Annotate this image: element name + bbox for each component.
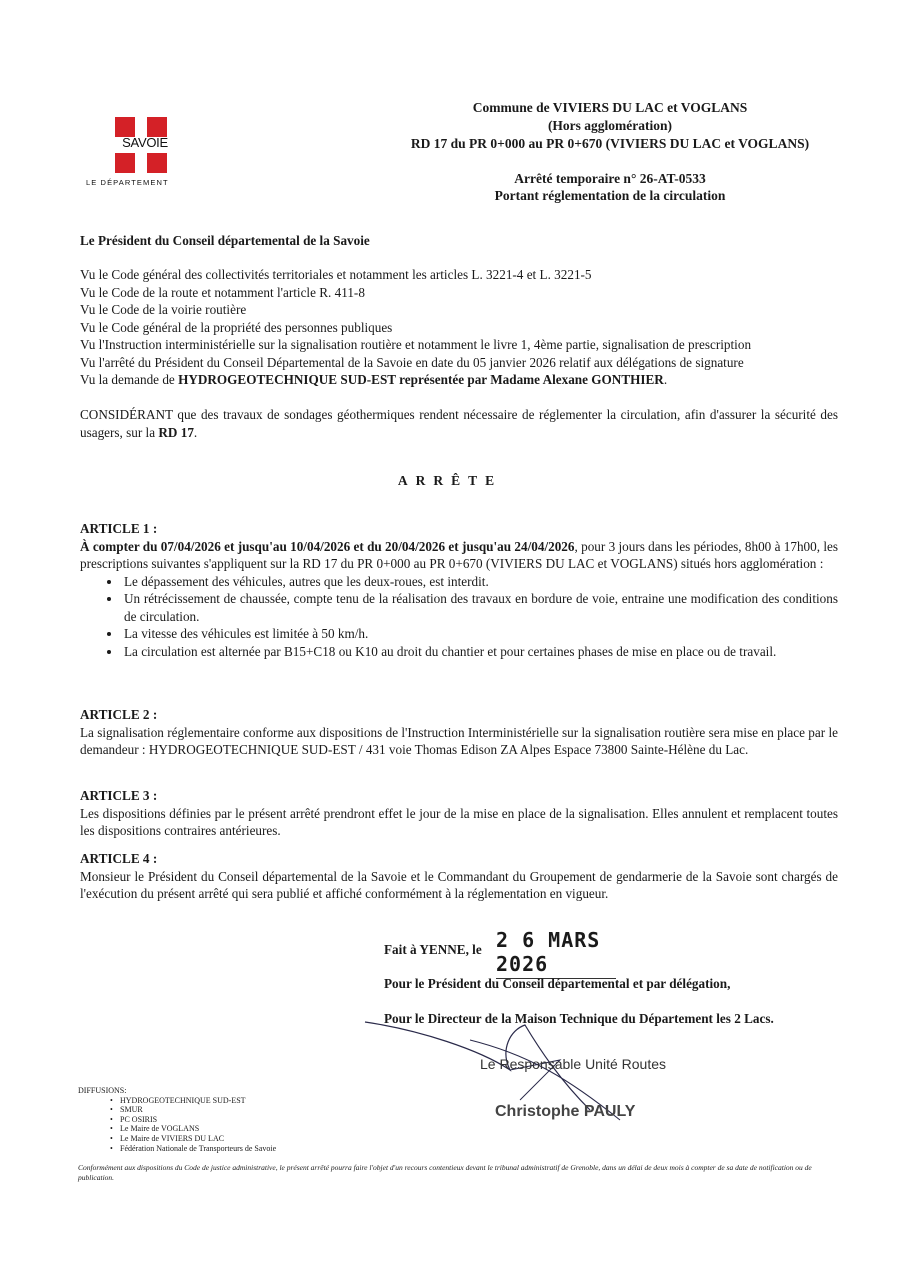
article-4-title: ARTICLE 4 :: [80, 851, 158, 866]
header-subject: Portant réglementation de la circulation: [494, 188, 726, 203]
article-3-text: Les dispositions définies par le présent arrêté prendront effet le jour de la mise en place de la signalisation. Elles annulent et remplacent toutes les dispositions contraires antérieures.: [80, 805, 838, 838]
signatory-name: Christophe PAULY: [495, 1103, 636, 1120]
diffusions-list: [78, 1096, 276, 1154]
article-2: [80, 706, 838, 759]
logo-subtitle: LE DÉPARTEMENT: [86, 178, 169, 187]
logo-square-br: [147, 153, 167, 173]
article-4-text: Monsieur le Président du Conseil départemental de la Savoie et le Commandant du Groupement de gendarmerie de la Savoie sont chargés de l'exécution du présent arrêté qui sera publié et affiché conformément à la réglementation en vigueur.: [80, 868, 838, 901]
article-1-text: À compter du 07/04/2026 et jusqu'au 10/04/2026 et du 20/04/2026 et jusqu'au 24/04/2026, pour 3 jours dans les périodes, 8h00 à 17h00, les prescriptions suivantes s'appliquent sur la RD 17 du PR 0+000 au PR 0+670 (VIVIERS DU LAC et VOGLANS) situés hors agglomération :: [80, 538, 838, 571]
logo-square-tl: [115, 117, 135, 137]
logo-square-bl: [115, 153, 135, 173]
list-item: • SMUR: [120, 1105, 276, 1115]
vu-line: Vu le Code de la voirie routière: [80, 302, 247, 317]
header-arrete-number: Arrêté temporaire n° 26-AT-0533: [514, 171, 706, 186]
vu-line: Vu l'Instruction interministérielle sur la signalisation routière et notamment le livre 1, 4ème partie, signalisation de prescription: [80, 337, 752, 352]
list-item: • PC OSIRIS: [120, 1115, 276, 1125]
vu-line: Vu l'arrêté du Président du Conseil Départemental de la Savoie en date du 05 janvier 2026 relatif aux délégations de signature: [80, 354, 744, 370]
pour-directeur: Pour le Directeur de la Maison Technique du Département les 2 Lacs.: [384, 1011, 774, 1026]
header-route: RD 17 du PR 0+000 au PR 0+670 (VIVIERS DU LAC et VOGLANS): [410, 136, 810, 151]
vu-line: Vu le Code général des collectivités territoriales et notamment les articles L. 3221-4 et L. 3221-5: [80, 267, 592, 282]
article-2-text: La signalisation réglementaire conforme aux dispositions de l'Instruction Interministérielle sur la signalisation routière sera mise en place par le demandeur : HYDROGEOTECHNIQUE SUD-EST / 431 voie Thomas Edison ZA Alpes Espace 73800 Sainte-Hélène du Lac.: [80, 724, 838, 757]
signatory-role: Le Responsable Unité Routes: [480, 1056, 667, 1072]
article-3-title: ARTICLE 3 :: [80, 788, 158, 803]
list-item: • Le Maire de VIVIERS DU LAC: [120, 1134, 276, 1144]
pour-president: Pour le Président du Conseil départemental et par délégation,: [384, 976, 731, 991]
vu-line: Vu le Code général de la propriété des personnes publiques: [80, 319, 393, 335]
diffusions: [78, 1086, 276, 1153]
logo-square-tr: [147, 117, 167, 137]
arrete-title: ARRÊTE: [397, 473, 503, 488]
list-item: • La vitesse des véhicules est limitée à 50 km/h.: [122, 625, 838, 643]
header-commune: Commune de VIVIERS DU LAC et VOGLANS: [472, 100, 748, 115]
article-1-title: ARTICLE 1 :: [80, 521, 158, 536]
article-1-bullets: [80, 573, 838, 661]
article-2-title: ARTICLE 2 :: [80, 707, 158, 722]
list-item: • La circulation est alternée par B15+C18 ou K10 au droit du chantier et pour certaines phases de mise en place ou de travail.: [122, 643, 838, 661]
logo-brand: SAVOIE: [122, 135, 168, 150]
diffusions-title: DIFFUSIONS:: [78, 1086, 127, 1095]
date-stamp: 2 6 MARS 2026: [496, 928, 616, 979]
considerant: CONSIDÉRANT que des travaux de sondages géothermiques rendent nécessaire de réglementer la circulation, afin d'assurer la sécurité des usagers, sur la RD 17.: [80, 407, 838, 440]
list-item: • HYDROGEOTECHNIQUE SUD-EST: [120, 1096, 276, 1106]
list-item: • Un rétrécissement de chaussée, compte tenu de la réalisation des travaux en bordure de voie, entraine une modification des conditions de circulation.: [122, 590, 838, 625]
article-1: [80, 520, 838, 660]
list-item: • Le dépassement des véhicules, autres que les deux-roues, est interdit.: [122, 573, 838, 591]
vu-line: Vu le Code de la route et notamment l'article R. 411-8: [80, 284, 365, 300]
vus-list: [80, 266, 838, 389]
fait-a: Fait à YENNE, le: [384, 942, 482, 957]
list-item: • Fédération Nationale de Transporteurs de Savoie: [120, 1144, 276, 1154]
header-agglomeration: (Hors agglomération): [547, 118, 673, 133]
article-4: [80, 850, 838, 903]
legal-footer: Conformément aux dispositions du Code de justice administrative, le présent arrêté pourra faire l'objet d'un recours contentieux devant le tribunal administratif de Grenoble, dans un délai de deux mois à compter de sa date de notification ou de publication.: [78, 1163, 812, 1182]
president-heading: Le Président du Conseil départemental de la Savoie: [80, 233, 370, 248]
vu-demande: Vu la demande de HYDROGEOTECHNIQUE SUD-EST représentée par Madame Alexane GONTHIER.: [80, 372, 668, 387]
article-3: [80, 787, 838, 840]
list-item: • Le Maire de VOGLANS: [120, 1124, 276, 1134]
